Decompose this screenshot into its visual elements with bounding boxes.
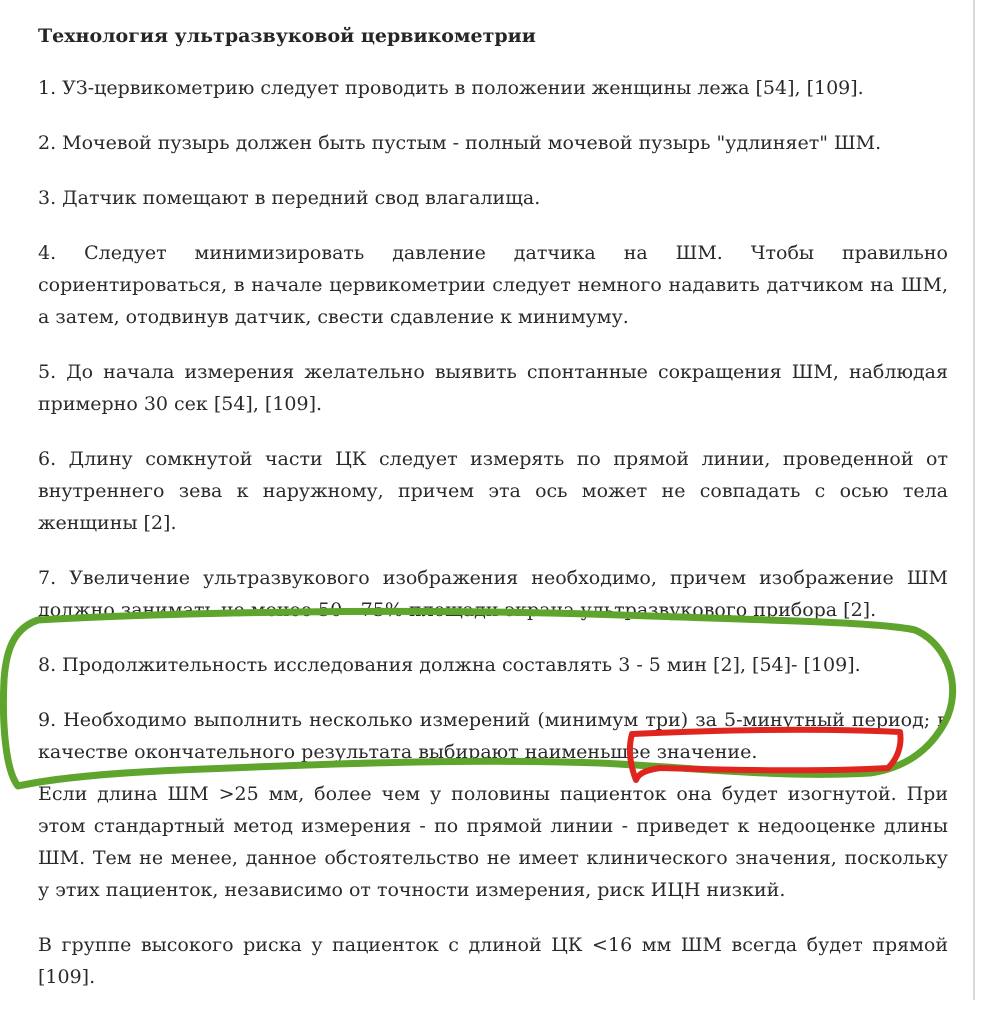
- paragraph-3: 3. Датчик помещают в передний свод влагалища.: [38, 187, 541, 209]
- paragraph-note-curved-cervix: Если длина ШМ >25 мм, более чем у половины пациенток она будет изогнутой. При этом стандартный метод измерения - по прямой линии - приведет к недооценке длины ШМ. Тем не менее, данное обстоятельство не имеет клинического значения, поскольку у этих пациенток, независимо от точности измерения, риск ИЦН низкий.: [38, 783, 948, 901]
- paragraph-6: 6. Длину сомкнутой части ЦК следует измерять по прямой линии, проведенной от внутреннего зева к наружному, причем эта ось может не совпадать с осью тела женщины [2].: [38, 448, 948, 534]
- paragraph-1: 1. УЗ-цервикометрию следует проводить в положении женщины лежа [54], [109].: [38, 77, 864, 99]
- paragraph-5: 5. До начала измерения желательно выявить спонтанные сокращения ШМ, наблюдая примерно 30 сек [54], [109].: [38, 361, 948, 415]
- paragraph-note-high-risk: В группе высокого риска у пациенток с длиной ЦК <16 мм ШМ всегда будет прямой [109].: [38, 934, 948, 988]
- paragraph-8: 8. Продолжительность исследования должна составлять 3 - 5 мин [2], [54]- [109].: [38, 654, 861, 676]
- document-title: Технология ультразвуковой цервикометрии: [38, 25, 536, 47]
- paragraph-4: 4. Следует минимизировать давление датчика на ШМ. Чтобы правильно сориентироваться, в начале цервикометрии следует немного надавить датчиком на ШМ, а затем, отодвинув датчик, свести сдавление к минимуму.: [38, 242, 948, 328]
- paragraph-9: 9. Необходимо выполнить несколько измерений (минимум три) за 5-минутный период; в качестве окончательного результата выбирают наименьшее значение.: [38, 709, 948, 763]
- paragraph-2: 2. Мочевой пузырь должен быть пустым - полный мочевой пузырь "удлиняет" ШМ.: [38, 132, 882, 154]
- paragraph-7: 7. Увеличение ультразвукового изображения необходимо, причем изображение ШМ должно занимать не менее 50 - 75% площади экрана ультразвукового прибора [2].: [38, 567, 948, 621]
- page-edge-divider: [973, 0, 975, 1000]
- document-body: [38, 22, 948, 1016]
